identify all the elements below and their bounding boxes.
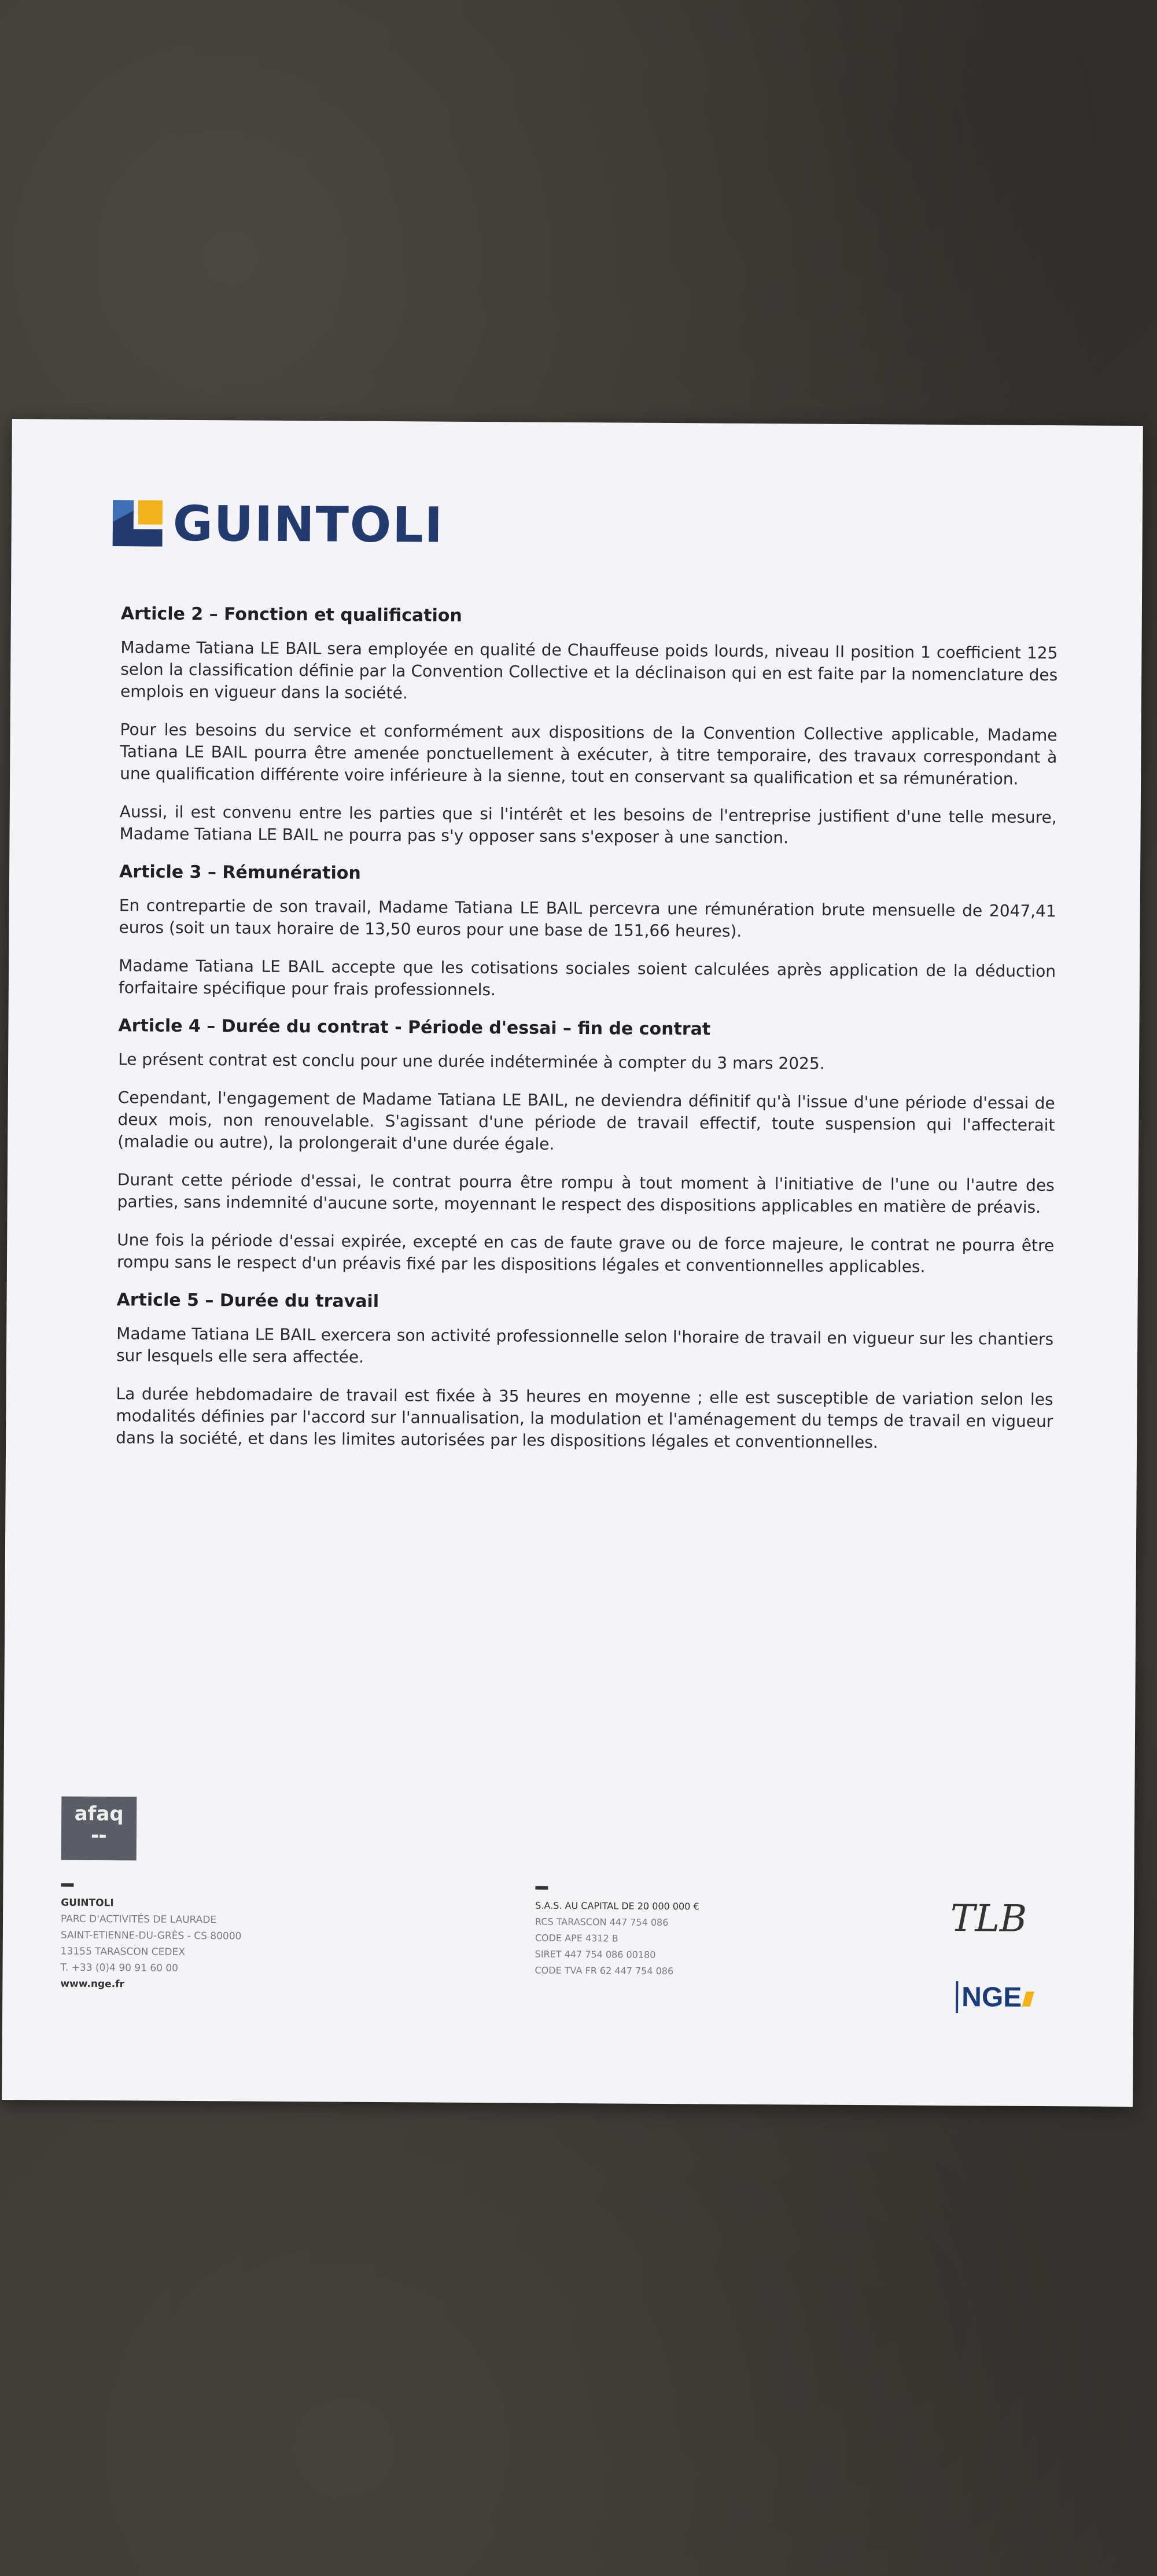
contract-body [116, 590, 1058, 1471]
legal-line: CODE APE 4312 B [535, 1932, 618, 1944]
company-address [60, 1883, 242, 1993]
article-paragraph: La durée hebdomadaire de travail est fixée à 35 heures en moyenne ; elle est susceptible de variation selon les modalités définies par l'accord sur l'annualisation, la modulation et l'aménagement du temps de travail en vigueur dans la société, et dans les limites autorisées par les dispositions légales et conventionnelles. [116, 1384, 1053, 1452]
legal-info [535, 1886, 699, 1980]
article-paragraph: Durant cette période d'essai, le contrat pourra être rompu à tout moment à l'initiative de l'une ou l'autre des parties, sans indemnité d'aucune sorte, moyennant le respect des dispositions applicables en matière de préavis. [117, 1170, 1055, 1217]
website-link[interactable]: www.nge.fr [60, 1978, 124, 1990]
article-paragraph: Madame Tatiana LE BAIL sera employée en qualité de Chauffeuse poids lourds, niveau II position 1 coefficient 125 selon la classification définie par la Convention Collective et la déclinaison qui en est faite par la nomenclature des emplois en vigueur dans la société. [120, 638, 1058, 703]
article-paragraph: En contrepartie de son travail, Madame Tatiana LE BAIL percevra une rémunération brute mensuelle de 2047,41 euros (soit un taux horaire de 13,50 euros pour une base de 151,66 heures). [119, 896, 1056, 941]
article-5 [116, 1289, 1054, 1455]
address-line: PARC D'ACTIVITÉS DE LAURADE [60, 1913, 217, 1926]
divider [535, 1886, 548, 1890]
article-3 [119, 861, 1056, 1004]
article-paragraph: Une fois la période d'essai expirée, excepté en cas de faute grave ou de force majeure, le contrat ne pourra être rompu sans le respect d'un préavis fixé par les dispositions légales et conventionnelles applicables. [116, 1230, 1055, 1276]
divider [61, 1883, 73, 1887]
brand-name: GUINTOLI [172, 495, 444, 554]
document-footer [60, 1797, 1080, 2046]
legal-line: S.A.S. AU CAPITAL DE 20 000 000 € [535, 1900, 699, 1912]
legal-line: CODE TVA FR 62 447 754 086 [535, 1964, 674, 1977]
article-paragraph: Cependant, l'engagement de Madame Tatiana LE BAIL, ne deviendra définitif qu'à l'issue d'une période d'essai de deux mois, non renouvelable. S'agissant d'une période de travail effectif, toute suspension qui l'affecterait (maladie ou autre), la prolongerait d'une durée égale. [117, 1088, 1055, 1154]
nge-logo: NGE [956, 1981, 1032, 2014]
legal-line: SIRET 447 754 086 00180 [535, 1948, 656, 1960]
afaq-certification-logo: afaq ▬▬ [61, 1797, 137, 1861]
article-paragraph: Aussi, il est convenu entre les parties que si l'intérêt et les besoins de l'entreprise justifient d'une telle mesure, Madame Tatiana LE BAIL ne pourra pas s'y opposer sans s'exposer à une sanction. [119, 802, 1057, 848]
article-heading: Article 4 – Durée du contrat - Période d'essai – fin de contrat [118, 1015, 711, 1040]
article-paragraph: Pour les besoins du service et conformément aux dispositions de la Convention Collective applicable, Madame Tatiana LE BAIL pourra être amenée ponctuellement à exécuter, à titre temporaire, des travaux correspondant à une qualification différente voire inférieure à la sienne, tout en conservant sa qualification et sa rémunération. [120, 720, 1057, 789]
handwritten-initials: TLB [950, 1897, 1027, 1941]
article-paragraph: Madame Tatiana LE BAIL accepte que les cotisations sociales soient calculées après application de la déduction forfaitaire spécifique pour frais professionnels. [118, 956, 1056, 1000]
company-name: GUINTOLI [61, 1897, 114, 1909]
address-line: 13155 TARASCON CEDEX [60, 1945, 185, 1958]
article-2 [119, 603, 1058, 851]
address-line: SAINT-ETIENNE-DU-GRÈS - CS 80000 [60, 1929, 242, 1942]
phone-line: T. +33 (0)4 90 91 60 00 [60, 1962, 179, 1974]
article-4 [117, 1015, 1056, 1279]
nge-logo-accent [1022, 1992, 1034, 2007]
legal-line: RCS TARASCON 447 754 086 [535, 1916, 669, 1929]
guintoli-logo [112, 495, 444, 553]
article-heading: Article 2 – Fonction et qualification [120, 603, 462, 626]
document-page [2, 419, 1143, 2107]
article-heading: Article 3 – Rémunération [119, 862, 361, 884]
article-paragraph: Madame Tatiana LE BAIL exercera son activité professionnelle selon l'horaire de travail en vigueur sur les chantiers sur lesquels elle sera affectée. [116, 1324, 1054, 1367]
article-heading: Article 5 – Durée du travail [116, 1290, 379, 1312]
guintoli-logo-icon [113, 500, 163, 547]
article-paragraph: Le présent contrat est conclu pour une durée indéterminée à compter du 3 mars 2025. [118, 1050, 825, 1073]
